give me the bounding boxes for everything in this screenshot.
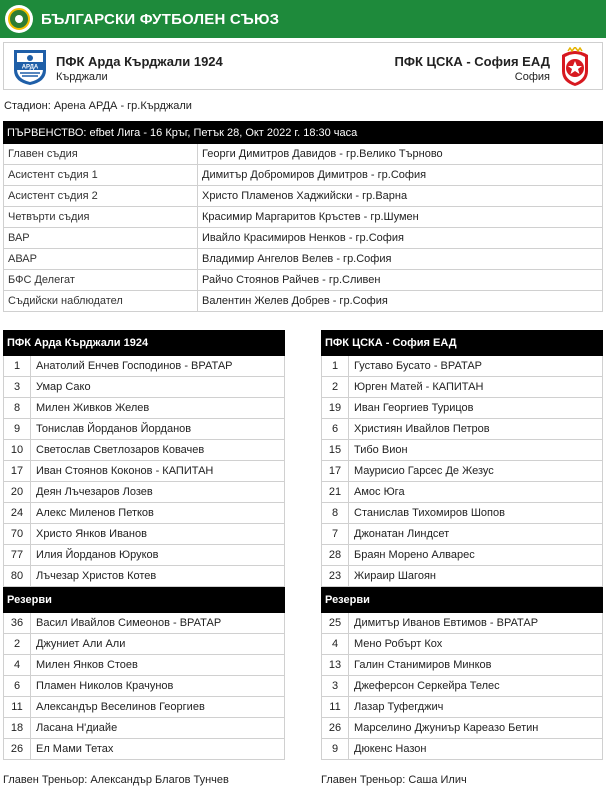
player-name: Милен Живков Желев <box>36 402 150 414</box>
player-row <box>321 482 603 503</box>
player-row <box>321 419 603 440</box>
official-name: Райчо Стоянов Райчев - гр.Сливен <box>202 274 381 286</box>
player-number: 77 <box>4 545 31 565</box>
player-name: Алекс Миленов Петков <box>36 507 154 519</box>
player-number: 25 <box>322 613 349 633</box>
player-number: 10 <box>4 440 31 460</box>
player-number: 9 <box>4 419 31 439</box>
player-number: 6 <box>4 676 31 696</box>
player-number: 7 <box>322 524 349 544</box>
player-name: Васил Ивайлов Симеонов - ВРАТАР <box>36 617 222 629</box>
home-squad-title: ПФК Арда Кърджали 1924 <box>3 330 285 356</box>
player-number: 15 <box>322 440 349 460</box>
player-number: 8 <box>322 503 349 523</box>
arda-logo-text: АРДА <box>21 64 39 71</box>
officials-table <box>3 121 603 312</box>
player-name: Христо Янков Иванов <box>36 528 147 540</box>
player-number: 19 <box>322 398 349 418</box>
player-name: Александър Веселинов Георгиев <box>36 701 205 713</box>
player-number: 23 <box>322 566 349 586</box>
official-name: Красимир Маргаритов Кръстев - гр.Шумен <box>202 211 419 223</box>
player-row <box>321 545 603 566</box>
player-number: 3 <box>4 377 31 397</box>
official-row <box>3 165 603 186</box>
official-row <box>3 186 603 207</box>
player-row <box>3 634 285 655</box>
player-row <box>321 718 603 739</box>
player-name: Маурисио Гарсес Де Жезус <box>354 465 494 477</box>
federation-header <box>0 0 606 38</box>
player-name: Лазар Туфегджич <box>354 701 444 713</box>
official-row <box>3 249 603 270</box>
player-number: 21 <box>322 482 349 502</box>
official-role: Главен съдия <box>4 144 198 164</box>
player-row <box>3 655 285 676</box>
player-name: Галин Станимиров Минков <box>354 659 492 671</box>
player-name: Мено Робърт Кох <box>354 638 443 650</box>
player-name: Дюкенс Назон <box>354 743 427 755</box>
player-row <box>321 377 603 398</box>
player-row <box>3 461 285 482</box>
player-row <box>321 461 603 482</box>
away-subs-title: Резерви <box>321 587 603 613</box>
player-name: Иван Стоянов Коконов - КАПИТАН <box>36 465 214 477</box>
player-row <box>321 356 603 377</box>
stadium-info: Стадион: Арена АРДА - гр.Кърджали <box>4 100 192 112</box>
player-number: 26 <box>322 718 349 738</box>
player-number: 11 <box>322 697 349 717</box>
player-name: Амос Юга <box>354 486 405 498</box>
away-coach: Главен Треньор: Саша Илич <box>321 774 467 786</box>
player-row <box>3 697 285 718</box>
home-coach: Главен Треньор: Александър Благов Тунчев <box>3 774 229 786</box>
player-row <box>321 655 603 676</box>
player-row <box>321 440 603 461</box>
official-name: Валентин Желев Добрев - гр.София <box>202 295 388 307</box>
official-role: Асистент съдия 2 <box>4 186 198 206</box>
home-team-name: ПФК Арда Кърджали 1924 <box>56 54 223 69</box>
player-row <box>3 718 285 739</box>
player-row <box>3 739 285 760</box>
player-row <box>3 566 285 587</box>
official-role: Четвърти съдия <box>4 207 198 227</box>
away-team-city: София <box>514 71 550 83</box>
official-row <box>3 228 603 249</box>
player-name: Милен Янков Стоев <box>36 659 138 671</box>
player-number: 17 <box>4 461 31 481</box>
player-name: Марселино Джуниър Кареазо Бетин <box>354 722 539 734</box>
teams-panel <box>3 42 603 90</box>
player-number: 1 <box>322 356 349 376</box>
player-number: 1 <box>4 356 31 376</box>
official-row <box>3 270 603 291</box>
player-row <box>3 377 285 398</box>
player-number: 8 <box>4 398 31 418</box>
player-name: Ласана Н'диайе <box>36 722 118 734</box>
player-number: 17 <box>322 461 349 481</box>
away-squad <box>321 330 603 760</box>
player-number: 28 <box>322 545 349 565</box>
player-name: Димитър Иванов Евтимов - ВРАТАР <box>354 617 539 629</box>
player-number: 4 <box>4 655 31 675</box>
player-number: 24 <box>4 503 31 523</box>
away-team-name: ПФК ЦСКА - София ЕАД <box>394 54 550 69</box>
player-row <box>321 739 603 760</box>
arda-logo-icon <box>10 48 50 86</box>
official-name: Ивайло Красимиров Ненков - гр.София <box>202 232 404 244</box>
home-subs-title: Резерви <box>3 587 285 613</box>
player-row <box>3 398 285 419</box>
official-row <box>3 291 603 312</box>
player-number: 70 <box>4 524 31 544</box>
official-role: ВАР <box>4 228 198 248</box>
player-row <box>3 503 285 524</box>
away-squad-title: ПФК ЦСКА - София ЕАД <box>321 330 603 356</box>
player-row <box>3 440 285 461</box>
player-row <box>3 545 285 566</box>
player-row <box>321 613 603 634</box>
player-number: 3 <box>322 676 349 696</box>
player-row <box>321 566 603 587</box>
official-role: Съдийски наблюдател <box>4 291 198 311</box>
player-row <box>3 676 285 697</box>
player-name: Юрген Матей - КАПИТАН <box>354 381 484 393</box>
player-name: Тибо Вион <box>354 444 408 456</box>
home-squad <box>3 330 285 760</box>
match-info-bar: ПЪРВЕНСТВО: efbet Лига - 16 Кръг, Петък 28, Окт 2022 г. 18:30 часа <box>3 121 603 144</box>
player-name: Жираир Шагоян <box>354 570 436 582</box>
player-name: Иван Георгиев Турицов <box>354 402 474 414</box>
player-row <box>3 356 285 377</box>
official-row <box>3 144 603 165</box>
player-row <box>321 676 603 697</box>
player-name: Ел Мами Тетах <box>36 743 114 755</box>
player-name: Густаво Бусато - ВРАТАР <box>354 360 483 372</box>
player-row <box>3 613 285 634</box>
player-row <box>321 398 603 419</box>
player-row <box>3 524 285 545</box>
player-number: 9 <box>322 739 349 759</box>
player-number: 2 <box>4 634 31 654</box>
player-name: Анатолий Енчев Господинов - ВРАТАР <box>36 360 233 372</box>
official-role: БФС Делегат <box>4 270 198 290</box>
player-name: Тонислав Йорданов Йорданов <box>36 423 192 435</box>
player-name: Деян Лъчезаров Лозев <box>36 486 153 498</box>
official-role: Асистент съдия 1 <box>4 165 198 185</box>
player-number: 36 <box>4 613 31 633</box>
player-name: Светослав Светлозаров Ковачев <box>36 444 205 456</box>
player-number: 13 <box>322 655 349 675</box>
player-name: Умар Сако <box>36 381 91 393</box>
player-name: Джонатан Линдсет <box>354 528 450 540</box>
player-name: Джеферсон Серкейра Телес <box>354 680 500 692</box>
player-number: 80 <box>4 566 31 586</box>
official-row <box>3 207 603 228</box>
official-role: АВАР <box>4 249 198 269</box>
player-name: Станислав Тихомиров Шопов <box>354 507 505 519</box>
player-number: 20 <box>4 482 31 502</box>
federation-title: БЪЛГАРСКИ ФУТБОЛЕН СЪЮЗ <box>41 10 280 28</box>
player-row <box>3 419 285 440</box>
player-number: 11 <box>4 697 31 717</box>
player-name: Лъчезар Христов Котев <box>36 570 157 582</box>
cska-logo-icon <box>556 47 594 87</box>
player-number: 18 <box>4 718 31 738</box>
player-row <box>321 697 603 718</box>
official-name: Христо Пламенов Хаджийски - гр.Варна <box>202 190 408 202</box>
player-number: 26 <box>4 739 31 759</box>
player-row <box>321 634 603 655</box>
player-row <box>321 503 603 524</box>
player-name: Браян Морено Алварес <box>354 549 475 561</box>
player-name: Илия Йорданов Юруков <box>36 549 159 561</box>
home-team-city: Кърджали <box>56 71 108 83</box>
player-row <box>321 524 603 545</box>
player-row <box>3 482 285 503</box>
official-name: Георги Димитров Давидов - гр.Велико Търново <box>202 148 443 160</box>
player-name: Пламен Николов Крачунов <box>36 680 174 692</box>
player-name: Християн Ивайлов Петров <box>354 423 490 435</box>
player-number: 6 <box>322 419 349 439</box>
official-name: Владимир Ангелов Велев - гр.София <box>202 253 392 265</box>
official-name: Димитър Добромиров Димитров - гр.София <box>202 169 427 181</box>
bfu-logo-icon <box>5 5 33 33</box>
player-name: Джуниет Али Али <box>36 638 126 650</box>
player-number: 4 <box>322 634 349 654</box>
player-number: 2 <box>322 377 349 397</box>
